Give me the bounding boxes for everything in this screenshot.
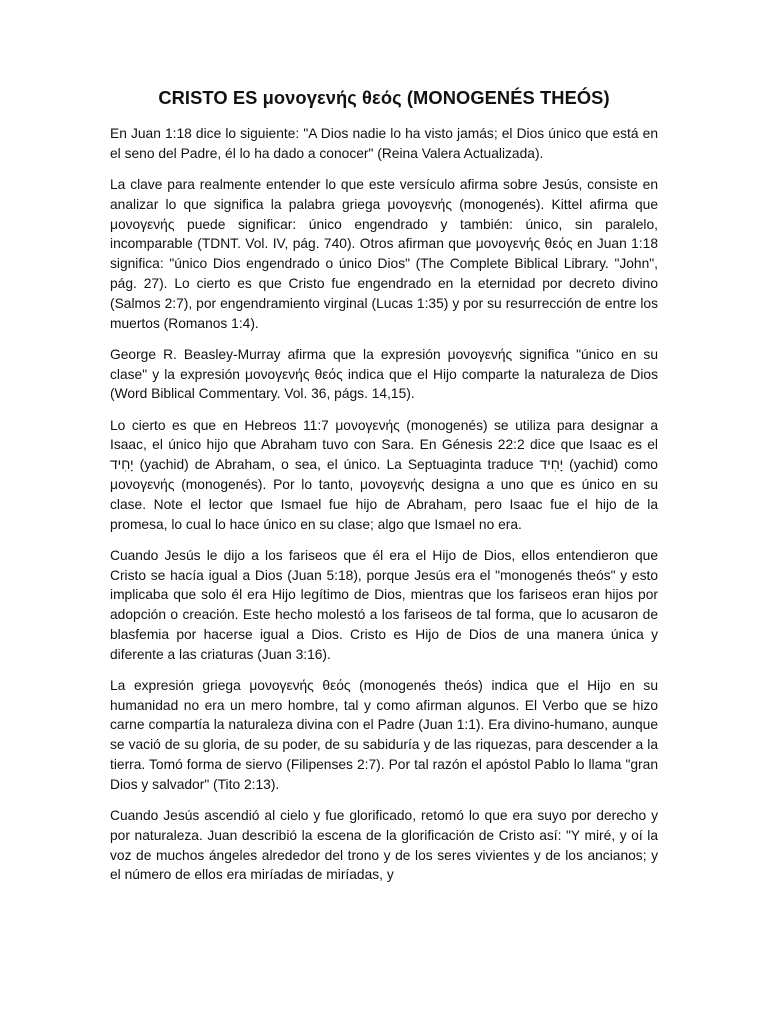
paragraph: La expresión griega μονογενής θεός (monogenés theós) indica que el Hijo en su humanidad no era un mero hombre, tal y como afirman algunos. El Verbo que se hizo carne compartía la naturaleza divina con el Padre (Juan 1:1). Era divino-humano, aunque se vació de su gloria, de su poder, de su sabiduría y de las riquezas, para descender a la tierra. Tomó forma de siervo (Filipenses 2:7). Por tal razón el apóstol Pablo lo llama "gran Dios y salvador" (Tito 2:13).: [110, 677, 658, 792]
paragraph: Cuando Jesús ascendió al cielo y fue glorificado, retomó lo que era suyo por derecho y por naturaleza. Juan describió la escena de la glorificación de Cristo así: "Y miré, y oí la voz de muchos ángeles alrededor del trono y de los seres vivientes y de los ancianos; y el número de ellos era miríadas de miríadas, y: [110, 808, 658, 883]
paragraph: Cuando Jesús le dijo a los fariseos que él era el Hijo de Dios, ellos entendieron que Cristo se hacía igual a Dios (Juan 5:18), porque Jesús era el "monogenés theós" y esto implicaba que solo él era Hijo legítimo de Dios, mientras que los fariseos eran hijos por adopción o creación. Este hecho molestó a los fariseos de tal forma, que lo acusaron de blasfemia por hacerse igual a Dios. Cristo es Hijo de Dios de una manera única y diferente a las criaturas (Juan 3:16).: [110, 547, 658, 662]
paragraph: La clave para realmente entender lo que este versículo afirma sobre Jesús, consiste en analizar lo que significa la palabra griega μονογενής (monogenés). Kittel afirma que μονογενής puede significar: único engendrado y también: único, sin paralelo, incomparable (TDNT. Vol. IV, pág. 740). Otros afirman que μονογενής θεός en Juan 1:18 significa: "único Dios engendrado o único Dios" (The Complete Biblical Library. "John", pág. 27). Lo cierto es que Cristo fue engendrado en la eternidad por decreto divino (Salmos 2:7), por engendramiento virginal (Lucas 1:35) y por su resurrección de entre los muertos (Romanos 1:4).: [110, 176, 658, 331]
paragraph: Lo cierto es que en Hebreos 11:7 μονογενής (monogenés) se utiliza para designar a Isaac, el único hijo que Abraham tuvo con Sara. En Génesis 22:2 dice que Isaac es el יָחִיד (yachid) de Abraham, o sea, el único. La Septuaginta traduce יָחִיד (yachid) como μονογενής (monogenés). Por lo tanto, μονογενής designa a uno que es único en su clase. Note el lector que Ismael fue hijo de Abraham, pero Isaac fue el hijo de la promesa, lo cual lo hace único en su clase; algo que Ismael no era.: [110, 417, 658, 532]
document-page: [110, 0, 658, 1024]
document-body: [110, 124, 658, 885]
paragraph: George R. Beasley-Murray afirma que la expresión μονογενής significa "único en su clase" y la expresión μονογενής θεός indica que el Hijo comparte la naturaleza de Dios (Word Biblical Commentary. Vol. 36, págs. 14,15).: [110, 346, 658, 402]
paragraph: En Juan 1:18 dice lo siguiente: "A Dios nadie lo ha visto jamás; el Dios único que está en el seno del Padre, él lo ha dado a conocer" (Reina Valera Actualizada).: [110, 126, 658, 161]
document-title: CRISTO ES μονογενής θεός (MONOGENÉS THEÓS): [158, 87, 610, 108]
